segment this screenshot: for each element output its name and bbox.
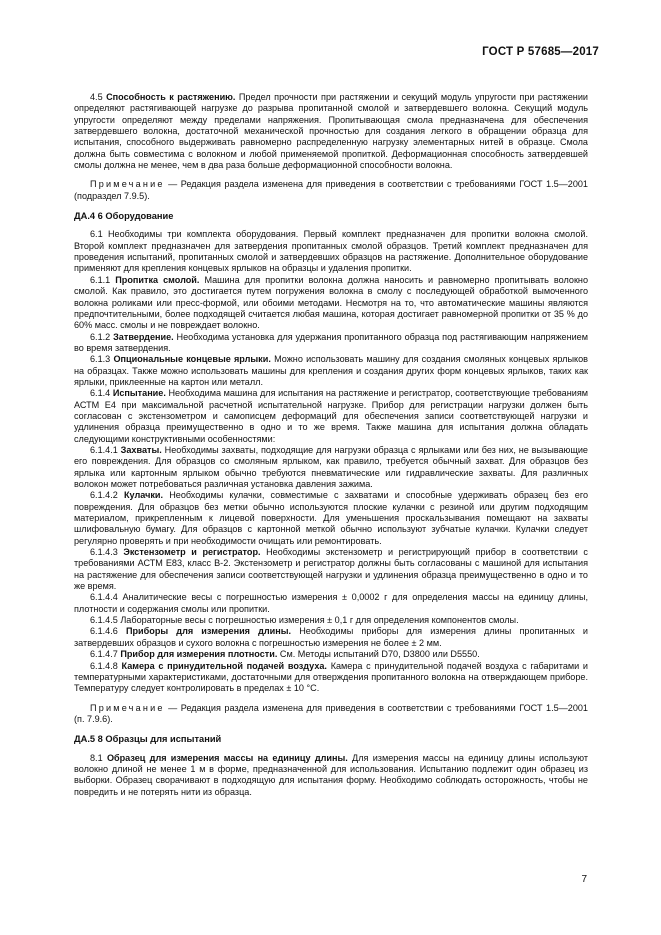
paragraph-6-1-4-7: 6.1.4.7 Прибор для измерения плотности. См. Методы испытаний D70, D3800 или D5550.	[90, 649, 480, 660]
note-2: Примечание — Редакция раздела изменена для приведения в соответствии с требованиями ГОСТ 1.5—2001 (п. 7.9.6).	[74, 702, 588, 724]
paragraph-6-1-4-1: 6.1.4.1 Захваты. Необходимы захваты, подходящие для нагрузки образца с ярлыками или без них, не вызывающие его повреждения. Для образцов со смоляным ярлыком, как правило, требуется обычный захват. Для образцов без ярлыка или картонным ярлыком обычно требуются пневматические или гидравлические захваты. Для различных волокон может потребоваться различная установка давления зажима.	[74, 444, 588, 489]
paragraph-title: Камера с принудительной подачей воздуха.	[121, 660, 327, 671]
paragraph-6-1-4-2: 6.1.4.2 Кулачки. Необходимы кулачки, совместимые с захватами и способные удерживать образец без его повреждения. Для образцов без метки обычно используются плоские кулачки с резиной или другим подходящим материалом, прикрепленным к лицевой поверхности. Для уменьшения проскальзывания помещают на захваты шлифовальную бумагу. Для образцов с картонной меткой обычно используют зубчатые кулачки. Кулачки следует регулярно проверять и при необходимости очищать или ремонтировать.	[74, 490, 589, 546]
paragraph-6-1-4-8: 6.1.4.8 Камера с принудительной подачей воздуха. Камера с принудительной подачей воздуха с габаритами и температурными характеристиками, достаточными для отверждения пропитанного волокна на отверждающем приборе. Температуру следует контролировать в пределах ± 10 °С.	[74, 660, 588, 694]
note-label: Примечание	[90, 702, 165, 713]
note-label: Примечание	[90, 179, 165, 190]
paragraph-6-1-1: 6.1.1 Пропитка смолой. Машина для пропитки волокна должна наносить и равномерно пропитывать волокно смолой. Как правило, это достигается путем погружения волокна в смолу с последующей обработкой вымоченного волокна роликами или пресс-формой, или обоими методами. Несмотря на то, что автоматические машины являются предпочтительными, более подходящей считается любая машина, которая достигает равномерной пропитки от 35 % до 60% масс. смолы и не повреждает волокно.	[74, 274, 588, 331]
paragraph-title: Кулачки.	[123, 490, 164, 501]
paragraph-4-5: 4.5 Способность к растяжению. Предел прочности при растяжении и секущий модуль упругости при растяжении определяют растягивающей нагрузке до разрыва пропитанной смолой и затвердевшего волокна. Секущий модуль упругости определяют между пределами напряжения. Пропитывающая смола предназначена для обеспечения затвердевшего волокна, достаточной механической прочностью для создания легкого в обращении образца для испытания, способного выдерживать равномерно распределенную нагрузку элементарных нитей в образце. Смола должна быть совместима с волокном и любой применяемой пропиткой. Деформационная способность затвердевшей смолы должна не менее, чем в два раза больше деформационной способности волокна.	[74, 92, 588, 171]
paragraph-title: Захваты.	[120, 444, 162, 455]
paragraph-title: Опциональные концевые ярлыки.	[113, 354, 271, 365]
paragraph-title: Приборы для измерения длины.	[125, 626, 292, 637]
page-number: 7	[581, 874, 587, 885]
paragraph-6-1-4-3: 6.1.4.3 Экстензометр и регистратор. Необходимы экстензометр и регистрирующий прибор в соответствии с требованиями АСТМ Е83, класс В-2. Экстензометр и регистратор должны быть согласованы с машиной для испытания на растяжение для обеспечения записи соответствующей нагрузки и удлинения образца преимущественно в одно и то же время.	[74, 547, 588, 592]
paragraph-title: Способность к растяжению.	[106, 92, 236, 102]
paragraph-title: Затвердение.	[113, 331, 174, 342]
paragraph-title: Испытание.	[112, 388, 166, 399]
paragraph-title: Экстензометр и регистратор.	[123, 547, 261, 558]
paragraph-title: Прибор для измерения плотности.	[120, 649, 278, 660]
document-body	[74, 92, 588, 798]
section-heading-da4: ДА.4 6 Оборудование	[74, 211, 174, 222]
paragraph-6-1-2: 6.1.2 Затвердение. Необходима установка для удержания пропитанного образца под растягивающим напряжением во время затвердения.	[74, 331, 588, 353]
paragraph-title: Образец для измерения массы на единицу длины.	[106, 752, 348, 763]
note-1: Примечание — Редакция раздела изменена для приведения в соответствии с требованиями ГОСТ 1.5—2001 (подраздел 7.9.5).	[74, 179, 588, 201]
paragraph-6-1-3: 6.1.3 Опциональные концевые ярлыки. Можно использовать машину для создания смоляных концевых ярлыков на образцах. Также можно использовать машины для крепления и создания других форм концевых ярлыков, таких как ярлыки, приклеенные на картон или металл.	[74, 354, 588, 387]
section-heading-da5: ДА.5 8 Образцы для испытаний	[74, 734, 222, 745]
paragraph-8-1: 8.1 Образец для измерения массы на единицу длины. Для измерения массы на единицу длины используют волокно длиной не менее 1 м в форме, предназначенной для использования. Испытанию подлежит один образец из выборки. Образец сворачивают в подходящую для испытания форму. Необходимо соблюдать осторожность, чтобы не повредить и не потерять нити из образца.	[74, 752, 588, 797]
paragraph-6-1: 6.1 Необходимы три комплекта оборудования. Первый комплект предназначен для пропитки волокна смолой. Второй комплект предназначен для затвердения пропитанных смолой образцов. Третий комплект предназначен для проведения испытаний, пропитанных смолой и затвердевших образцов на растяжение. Дополнительное оборудование применяют для крепления концевых ярлыков на образцы и удаления пропитки.	[74, 229, 588, 274]
paragraph-6-1-4: 6.1.4 Испытание. Необходима машина для испытания на растяжение и регистратор, соответствующие требованиям АСТМ Е4 при максимальной расчетной испытательной нагрузке. Прибор для регистрации нагрузки должен быть согласован с экстензометром и самописцем деформаций для обеспечения записи соответствующей нагрузки и удлинения образца преимущественно в одно и то же время. Также машина для испытания должна обладать следующими конструктивными особенностями:	[74, 388, 589, 444]
paragraph-6-1-4-5: 6.1.4.5 Лабораторные весы с погрешностью измерения ± 0,1 г для определения компонентов смолы.	[90, 615, 519, 626]
document-header: ГОСТ Р 57685—2017	[482, 46, 599, 58]
paragraph-title: Пропитка смолой.	[115, 274, 200, 285]
paragraph-6-1-4-4: 6.1.4.4 Аналитические весы с погрешностью измерения ± 0,0002 г для определения массы на единицу длины, плотности и содержания смолы или пропитки.	[74, 592, 589, 614]
paragraph-6-1-4-6: 6.1.4.6 Приборы для измерения длины. Необходимы приборы для измерения длины пропитанных и затвердевших образцов и сухого волокна с погрешностью измерения не более ± 2 мм.	[74, 626, 588, 648]
